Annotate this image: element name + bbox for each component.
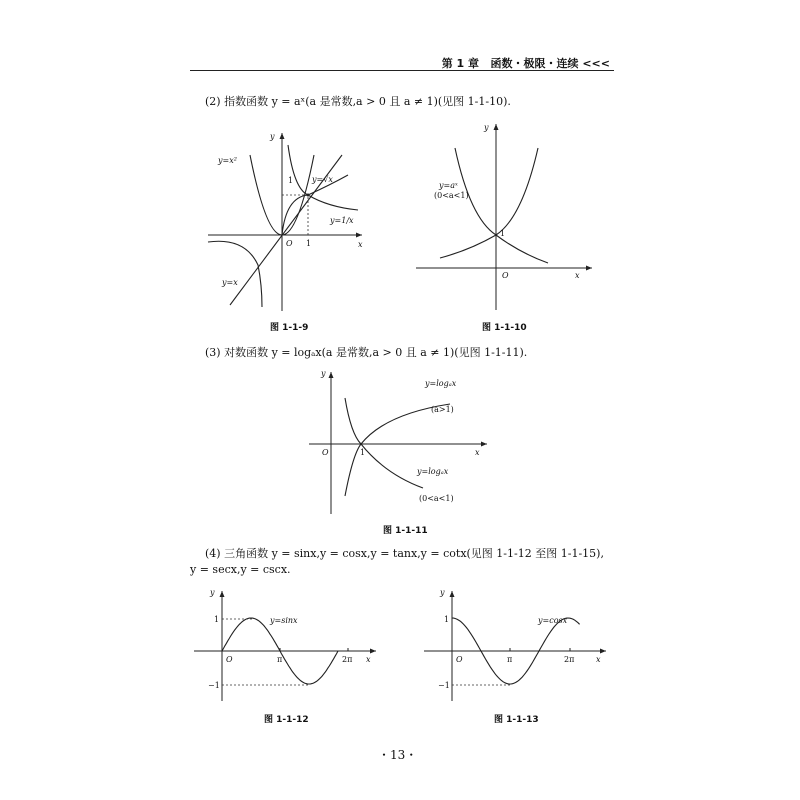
figure-1-1-12: [190, 585, 390, 705]
x-pi-label: π: [277, 655, 283, 664]
curve-log-decreasing: [345, 398, 423, 488]
running-header: [442, 55, 610, 71]
y-one-label: 1: [444, 615, 450, 624]
chapter-title: 函数・极限・连续 <<<: [490, 57, 610, 70]
figure-1-1-11: [305, 368, 495, 518]
label-sqrt-x: y=√x: [312, 175, 333, 184]
paragraph-exponential: (2) 指数函数 y = aˣ(a 是常数,a > 0 且 a ≠ 1)(见图 1-1-10).: [205, 95, 511, 108]
x-axis-label: x: [366, 655, 371, 664]
y-axis-label: y: [210, 588, 215, 597]
label-log-decreasing-condition: (0<a<1): [419, 494, 454, 503]
origin-label: O: [226, 655, 233, 664]
x-axis-label: x: [596, 655, 601, 664]
x-one-label: 1: [360, 448, 366, 457]
label-sine: y=sinx: [270, 616, 298, 625]
label-x-squared: y=x²: [218, 156, 237, 165]
curve-exp-increasing: [440, 148, 538, 258]
y-minus-one-label: −1: [208, 681, 220, 690]
figure-1-1-10: [410, 118, 600, 318]
figure-1-1-9: [190, 125, 370, 315]
y-minus-one-label: −1: [438, 681, 450, 690]
y-axis-label: y: [321, 369, 326, 378]
x-axis-label: x: [575, 271, 580, 280]
curve-inverse-negative: [208, 241, 262, 307]
label-inverse: y=1/x: [330, 216, 354, 225]
paragraph-logarithmic: (3) 对数函数 y = logₐx(a 是常数,a > 0 且 a ≠ 1)(见图 1-1-11).: [205, 346, 528, 359]
x-2pi-label: 2π: [564, 655, 575, 664]
label-cosine: y=cosx: [538, 616, 568, 625]
x-pi-label: π: [507, 655, 513, 664]
intersection-point: [307, 194, 310, 197]
label-y-equals-x: y=x: [222, 278, 238, 287]
x-axis-arrow: [370, 649, 376, 654]
y-one-label: 1: [500, 229, 506, 238]
origin-label: O: [322, 448, 329, 457]
x-2pi-label: 2π: [342, 655, 353, 664]
x-axis-arrow: [481, 442, 487, 447]
chapter-number: 第 1 章: [441, 57, 480, 70]
figure-1-1-13-caption: 图 1-1-13: [494, 715, 539, 725]
header-rule: [190, 70, 614, 71]
x-axis-arrow: [600, 649, 606, 654]
origin-label: O: [286, 239, 293, 248]
page-number: ・13・: [378, 748, 418, 762]
label-log-increasing-condition: (a>1): [431, 405, 454, 414]
y-axis-arrow: [329, 372, 334, 378]
label-exp: y=aˣ: [439, 181, 458, 190]
x-axis-label: x: [358, 240, 363, 249]
y-axis-label: y: [270, 132, 275, 141]
paragraph-trig-line2: y = secx,y = cscx.: [190, 563, 291, 576]
y-axis-arrow: [494, 124, 499, 130]
label-exp-condition: (0<a<1): [434, 191, 469, 200]
y-axis-arrow: [280, 133, 285, 139]
y-axis-label: y: [440, 588, 445, 597]
y-one-label: 1: [288, 176, 294, 185]
origin-label: O: [456, 655, 463, 664]
label-log-decreasing: y=logₐx: [417, 467, 449, 476]
y-one-label: 1: [214, 615, 220, 624]
x-axis-arrow: [356, 233, 362, 238]
figure-1-1-10-caption: 图 1-1-10: [482, 323, 527, 333]
y-axis-label: y: [484, 123, 489, 132]
figure-1-1-12-caption: 图 1-1-12: [264, 715, 309, 725]
figure-1-1-9-caption: 图 1-1-9: [270, 323, 309, 333]
figure-1-1-13: [420, 585, 620, 705]
origin-label: O: [502, 271, 509, 280]
y-axis-arrow: [220, 591, 225, 597]
paragraph-trig-line1: (4) 三角函数 y = sinx,y = cosx,y = tanx,y = cotx(见图 1-1-12 至图 1-1-15),: [205, 547, 604, 560]
y-axis-arrow: [450, 591, 455, 597]
x-one-label: 1: [306, 239, 312, 248]
label-log-increasing: y=logₐx: [425, 379, 457, 388]
figure-1-1-11-caption: 图 1-1-11: [383, 526, 428, 536]
x-axis-arrow: [586, 266, 592, 271]
x-axis-label: x: [475, 448, 480, 457]
